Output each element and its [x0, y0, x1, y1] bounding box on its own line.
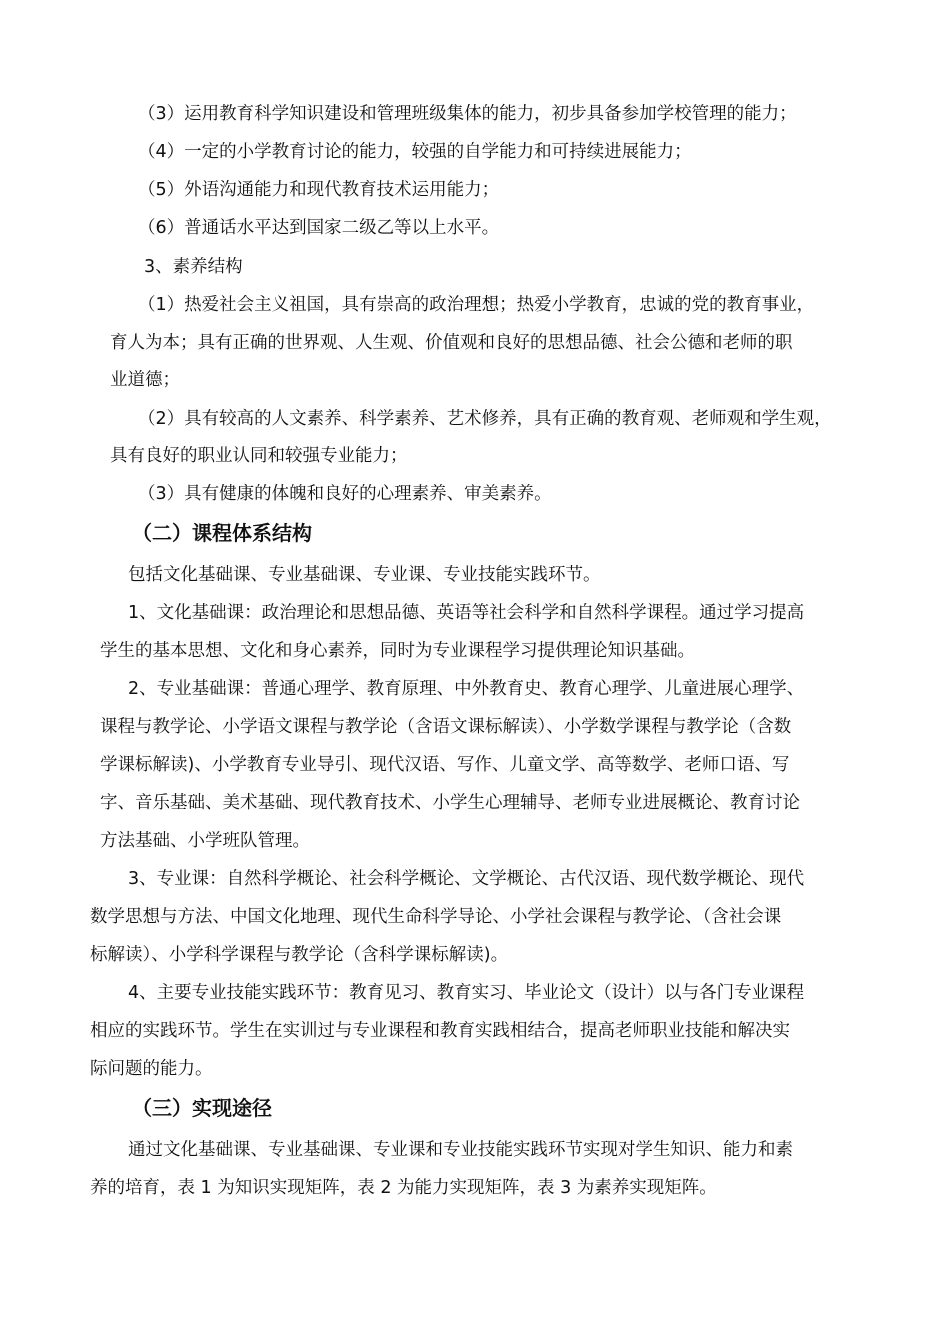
ability-item-5: （5）外语沟通能力和现代教育技术运用能力；	[138, 180, 500, 200]
section-heading-implementation: （三）实现途径	[132, 1096, 272, 1120]
curriculum-p2-line-5: 方法基础、小学班队管理。	[100, 831, 310, 851]
curriculum-p4-line-3: 际问题的能力。	[90, 1059, 213, 1079]
literacy-item-1-line-3: 业道德；	[110, 370, 180, 390]
literacy-item-1-line-1: （1）热爱社会主义祖国，具有崇高的政治理想；热爱小学教育，忠诚的党的教育事业，	[138, 295, 815, 315]
literacy-item-3: （3）具有健康的体魄和良好的心理素养、审美素养。	[138, 484, 552, 504]
curriculum-p1-line-1: 1、文化基础课：政治理论和思想品德、英语等社会科学和自然科学课程。通过学习提高	[128, 603, 805, 623]
literacy-item-2-line-1: （2）具有较高的人文素养、科学素养、艺术修养，具有正确的教育观、老师观和学生观，	[138, 409, 832, 429]
curriculum-p4-line-1: 4、主要专业技能实践环节：教育见习、教育实习、毕业论文（设计）以与各门专业课程	[128, 983, 805, 1003]
ability-item-6: （6）普通话水平达到国家二级乙等以上水平。	[138, 218, 500, 238]
section-heading-curriculum: （二）课程体系结构	[132, 521, 312, 545]
curriculum-p2-line-1: 2、专业基础课：普通心理学、教育原理、中外教育史、教育心理学、儿童进展心理学、	[128, 679, 805, 699]
ability-item-4: （4）一定的小学教育讨论的能力，较强的自学能力和可持续进展能力；	[138, 142, 692, 162]
curriculum-p4-line-2: 相应的实践环节。学生在实训过与专业课程和教育实践相结合，提高老师职业技能和解决实	[90, 1021, 790, 1041]
curriculum-p2-line-4: 字、音乐基础、美术基础、现代教育技术、小学生心理辅导、老师专业进展概论、教育讨论	[100, 793, 800, 813]
curriculum-intro: 包括文化基础课、专业基础课、专业课、专业技能实践环节。	[128, 565, 601, 585]
literacy-item-1-line-2: 育人为本；具有正确的世界观、人生观、价值观和良好的思想品德、社会公德和老师的职	[110, 333, 793, 353]
curriculum-p2-line-3: 学课标解读)、小学教育专业导引、现代汉语、写作、儿童文学、高等数学、老师口语、写	[100, 755, 790, 775]
curriculum-p3-line-2: 数学思想与方法、中国文化地理、现代生命科学导论、小学社会课程与教学论、（含社会课	[90, 907, 782, 927]
ability-item-3: （3）运用教育科学知识建设和管理班级集体的能力，初步具备参加学校管理的能力；	[138, 104, 797, 124]
curriculum-p3-line-3: 标解读）、小学科学课程与教学论（含科学课标解读)。	[90, 945, 509, 965]
curriculum-p3-line-1: 3、专业课：自然科学概论、社会科学概论、文学概论、古代汉语、现代数学概论、现代	[128, 869, 805, 889]
literacy-structure-title: 3、素养结构	[144, 257, 243, 277]
curriculum-p2-line-2: 课程与教学论、小学语文课程与教学论（含语文课标解读）、小学数学课程与教学论（含数	[100, 717, 792, 737]
literacy-item-2-line-2: 具有良好的职业认同和较强专业能力；	[110, 446, 408, 466]
curriculum-p1-line-2: 学生的基本思想、文化和身心素养，同时为专业课程学习提供理论知识基础。	[100, 641, 695, 661]
implementation-p1-line-1: 通过文化基础课、专业基础课、专业课和专业技能实践环节实现对学生知识、能力和素	[128, 1140, 793, 1160]
implementation-p1-line-2: 养的培育，表 1 为知识实现矩阵，表 2 为能力实现矩阵，表 3 为素养实现矩阵。	[90, 1178, 717, 1198]
